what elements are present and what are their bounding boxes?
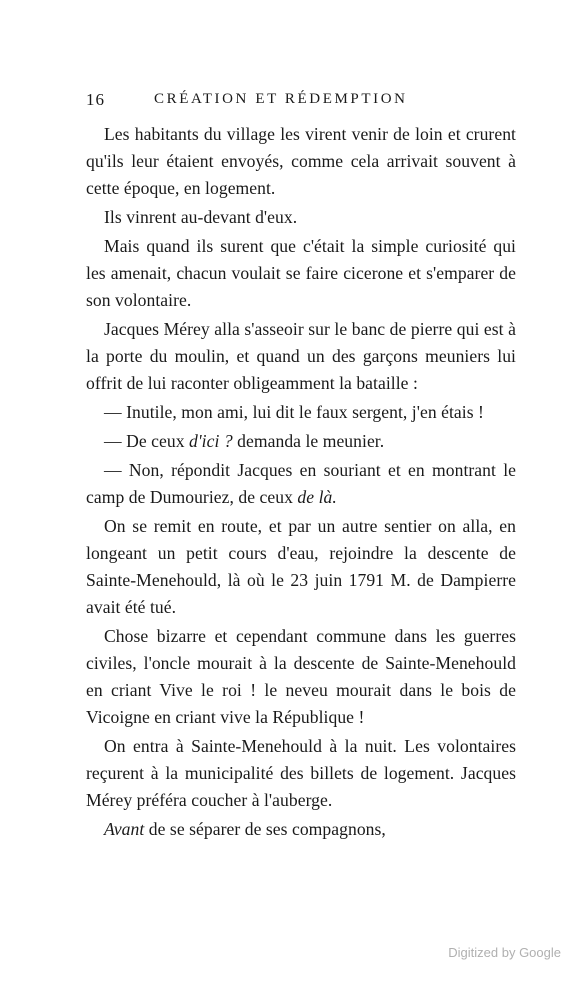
paragraph — [86, 733, 516, 814]
italic-text: de là. — [297, 487, 337, 507]
text-run: de se séparer de ses compagnons, — [144, 819, 386, 839]
text-run: demanda le meunier. — [232, 431, 385, 451]
text-run: On entra à Sainte-Menehould à la nuit. Les volontaires reçurent à la municipalité des billets de logement. Jacques Mérey préféra coucher à l'auberge. — [86, 736, 516, 810]
text-run: Mais quand ils surent que c'était la simple curiosité qui les amenait, chacun voulait se faire cicerone et s'emparer de son volontaire. — [86, 236, 516, 310]
paragraph — [86, 399, 516, 426]
text-run: On se remit en route, et par un autre sentier on alla, en longeant un petit cours d'eau, rejoindre la descente de Sainte-Menehould, là où le 23 juin 1791 M. de Dampierre avait été tué. — [86, 516, 516, 617]
paragraph — [86, 623, 516, 731]
text-run: Chose bizarre et cependant commune dans les guerres civiles, l'oncle mourait à la descente de Sainte-Menehould en criant Vive le roi ! le neveu mourait dans le bois de Vicoigne en criant vive la République ! — [86, 626, 516, 727]
paragraph — [86, 428, 516, 455]
digitization-watermark: Digitized by Google — [448, 945, 561, 960]
paragraph — [86, 204, 516, 231]
paragraph — [86, 233, 516, 314]
text-run: Ils vinrent au-devant d'eux. — [104, 207, 298, 227]
page-header — [86, 90, 516, 112]
italic-text: Avant — [104, 819, 145, 839]
text-run: Les habitants du village les virent venir de loin et crurent qu'ils leur étaient envoyés, comme cela arrivait souvent à cette époque, en logement. — [86, 124, 516, 198]
paragraph — [86, 121, 516, 202]
paragraph — [86, 316, 516, 397]
paragraph — [86, 513, 516, 621]
text-run: — De ceux — [104, 431, 190, 451]
paragraph — [86, 816, 516, 843]
body-text — [86, 121, 516, 843]
text-run: — Non, répondit Jacques en souriant et en montrant le camp de Dumouriez, de ceux — [86, 460, 516, 507]
page-number: 16 — [86, 90, 105, 109]
text-run: Jacques Mérey alla s'asseoir sur le banc de pierre qui est à la porte du moulin, et quand un des garçons meuniers lui offrit de lui raconter obligeamment la bataille : — [86, 319, 516, 393]
running-title: CRÉATION ET RÉDEMPTION — [154, 91, 408, 107]
italic-text: d'ici ? — [189, 431, 233, 451]
paragraph — [86, 457, 516, 511]
text-run: — Inutile, mon ami, lui dit le faux sergent, j'en étais ! — [104, 402, 484, 422]
